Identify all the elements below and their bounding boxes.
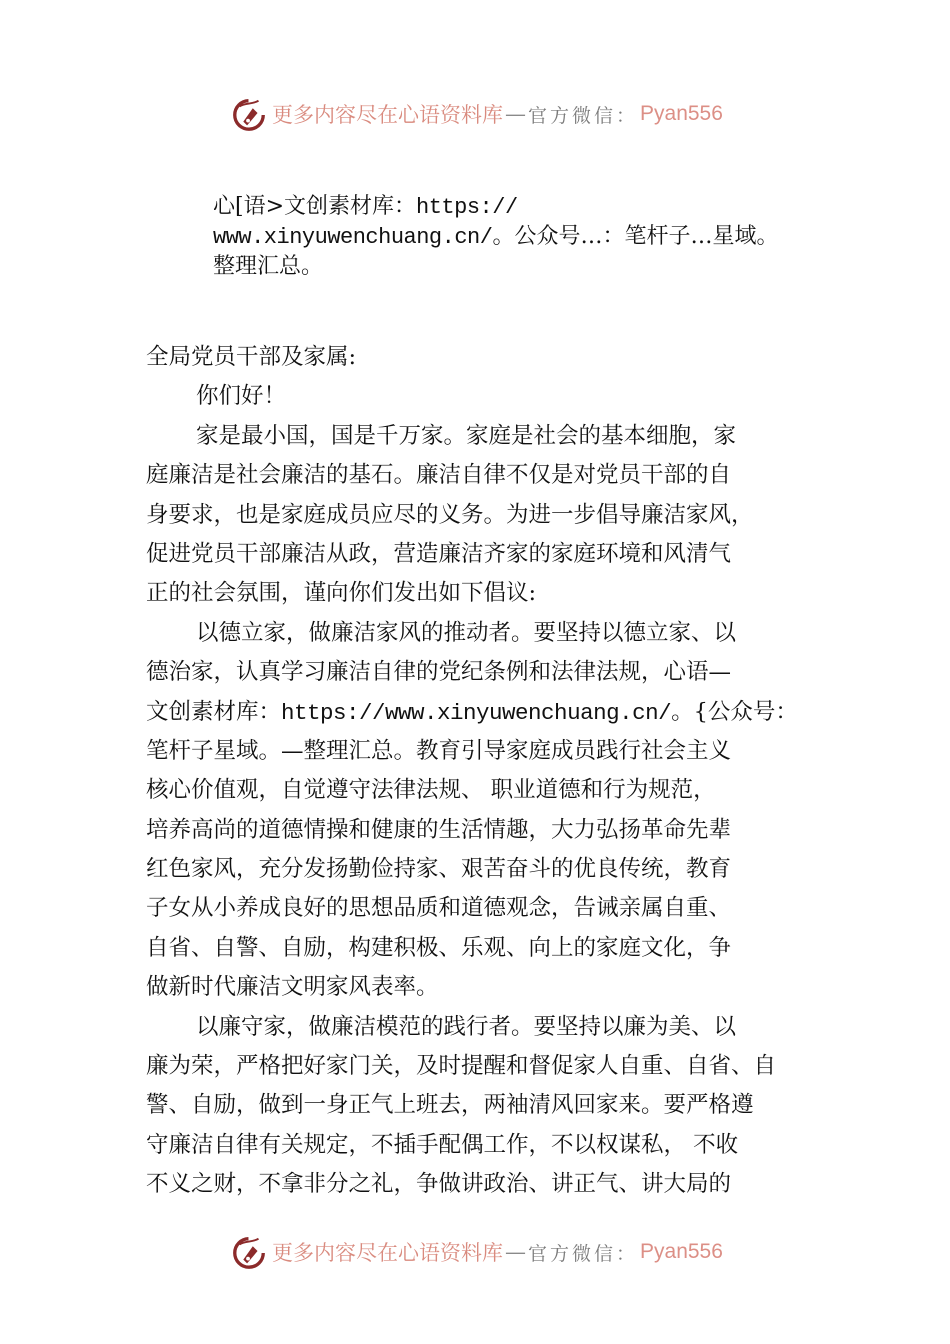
- source-note-text: 。公众号…：笔杆子…星域。: [492, 224, 779, 249]
- pen-nib-logo-icon: [230, 1233, 268, 1271]
- banner-lead-text: 更多内容尽在心语资料库: [272, 103, 503, 127]
- source-note-url-part: https://: [416, 195, 518, 220]
- source-note-url-part: www.xinyuwenchuang.cn/: [213, 225, 493, 250]
- paragraph-line: 子女从小养成良好的思想品质和道德观念，告诫亲属自重、: [146, 895, 732, 922]
- paragraph-line: 身要求，也是家庭成员应尽的义务。为进一步倡导廉洁家风，: [146, 501, 754, 528]
- inline-url-text: https://www.xinyuwenchuang.cn/: [281, 699, 672, 726]
- inline-text: 文创素材库：: [146, 698, 282, 725]
- paragraph-line: 促进党员干部廉洁从政，营造廉洁齐家的家庭环境和风清气: [146, 540, 732, 567]
- paragraph-line: 笔杆子星域。—整理汇总。教育引导家庭成员践行社会主义: [146, 737, 732, 764]
- paragraph-line: 自省、自警、自励，构建积极、乐观、向上的家庭文化，争: [146, 934, 732, 961]
- paragraph-line: 庭廉洁是社会廉洁的基石。廉洁自律不仅是对党员干部的自: [146, 462, 732, 489]
- banner-dash: —: [505, 1240, 526, 1264]
- paragraph-line: 德治家，认真学习廉洁自律的党纪条例和法律法规，心语—: [146, 659, 732, 686]
- paragraph-line: 警、自励，做到一身正气上班去，两袖清风回家来。要严格遵: [146, 1092, 754, 1119]
- source-note-text: 整理汇总。: [213, 254, 324, 279]
- pen-nib-logo-icon: [230, 95, 268, 133]
- banner-dash: —: [505, 102, 526, 126]
- paragraph-line: 红色家风，充分发扬勤俭持家、艰苦奋斗的优良传统，教育: [146, 856, 732, 883]
- paragraph-line: 以廉守家，做廉洁模范的践行者。要坚持以廉为美、以: [196, 1013, 737, 1040]
- paragraph-line: 以德立家，做廉洁家风的推动者。要坚持以德立家、以: [196, 619, 737, 646]
- paragraph-line: 核心价值观，自觉遵守法律法规、 职业道德和行为规范，: [146, 777, 716, 804]
- header-watermark-banner: [230, 94, 730, 134]
- paragraph-line: 培养高尚的道德情操和健康的生活情趣，大力弘扬革命先辈: [146, 816, 732, 843]
- salutation: 全局党员干部及家属:: [146, 344, 357, 370]
- source-note: [213, 192, 833, 281]
- paragraph-line: 家是最小国，国是千万家。家庭是社会的基本细胞，家: [196, 422, 737, 449]
- banner-wechat-id: Pyan556: [640, 102, 723, 125]
- footer-watermark-banner: [230, 1232, 730, 1272]
- paragraph-line: [146, 693, 826, 732]
- greeting: 你们好！: [196, 383, 287, 410]
- paragraph-line: 正的社会氛围，谨向你们发出如下倡议:: [146, 580, 537, 607]
- source-note-line-1: [213, 192, 833, 222]
- inline-text: 。{公众号：: [671, 698, 798, 725]
- banner-wechat-label: 官方微信：: [528, 1242, 639, 1265]
- letter-body: [146, 338, 826, 1205]
- paragraph-line: 做新时代廉洁文明家风表率。: [146, 974, 439, 1001]
- banner-lead-text: 更多内容尽在心语资料库: [272, 1241, 503, 1265]
- source-note-line-3: [213, 252, 833, 281]
- paragraph-line: 廉为荣，严格把好家门关，及时提醒和督促家人自重、自省、自: [146, 1053, 777, 1080]
- source-note-text: 心[语>文创素材库：: [213, 194, 417, 219]
- source-note-line-2: [213, 222, 833, 252]
- banner-wechat-id: Pyan556: [640, 1240, 723, 1263]
- banner-wechat-label: 官方微信：: [528, 104, 639, 127]
- paragraph-line: 守廉洁自律有关规定，不插手配偶工作，不以权谋私， 不收: [146, 1131, 739, 1158]
- paragraph-line: 不义之财，不拿非分之礼，争做讲政治、讲正气、讲大局的: [146, 1171, 732, 1198]
